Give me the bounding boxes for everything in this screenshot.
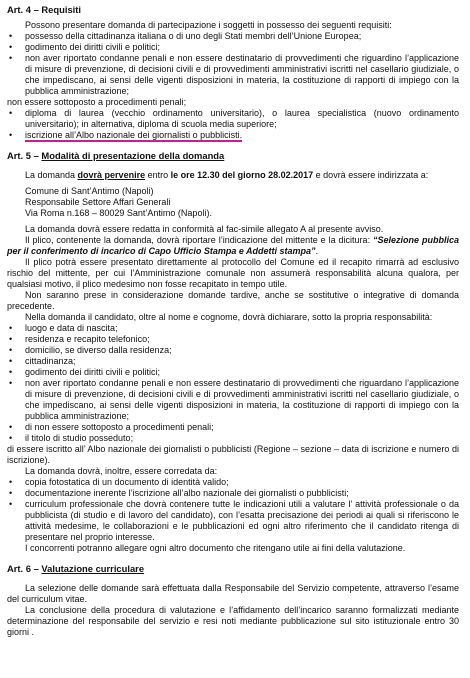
list-item: • godimento dei diritti civili e politici;	[7, 367, 459, 378]
art5-deadline-paragraph: La domanda dovrà pervenire entro le ore 12.30 del giorno 28.02.2017 e dovrà essere indirizzata a:	[25, 170, 429, 180]
list-item: • domicilio, se diverso dalla residenza;	[7, 345, 459, 356]
list-item: • non aver riportato condanne penali e non essere destinatario di provvedimenti che riguardano l’applicazione di misure di prevenzione, di decisioni civili e di provvedimenti amministrativi iscritti nel casellario giudiziale, o che impediscano, ai sensi delle vigenti disposizioni in materia, la costituzione di rapporti di impiego con la pubblica amministrazione;	[7, 378, 459, 422]
list-item: • di non essere sottoposto a procedimenti penali;	[7, 422, 459, 433]
art5-heading: Art. 5 – Modalità di presentazione della domanda	[7, 150, 225, 161]
attachments-list	[7, 477, 459, 543]
art6-heading: Art. 6 – Valutazione curriculare	[7, 563, 145, 574]
address-line: Via Roma n.168 – 80029 Sant’Antimo (Napoli).	[25, 208, 212, 218]
art5-paragraph: La domanda dovrà essere redatta in conformità al fac-simile allegato A al presente avviso.	[25, 224, 384, 234]
declarations-list	[7, 323, 459, 444]
list-item: • luogo e data di nascita;	[7, 323, 459, 334]
art4-plain-line: non essere sottoposto a procedimenti penali;	[7, 97, 187, 107]
art5-paragraph: di essere iscritto all’ Albo nazionale dei giornalisti o pubblicisti (Regione – sezione – data di iscrizione e numero di iscrizione).	[7, 444, 459, 465]
list-item: • curriculum professionale che dovrà contenere tutte le indicazioni utili a valutare l’ attività professionale o da pubblicista (di studio e di lavoro del candidato), con l’esatta precisazione dei periodi ai quali si riferiscono le attività medesime, le collaborazioni e le pubblicazioni ed ogni altro riferimento che il candidato ritenga di presentare nel proprio interesse.	[7, 499, 459, 543]
list-item-highlighted	[7, 130, 459, 141]
art5-paragraph: Il plico potrà essere presentato direttamente al protocollo del Comune ed il recapito rimarrà ad esclusivo rischio del mittente, per cui l’Amministrazione comunale non assumerà responsabilità alcuna qualora, per qualsiasi motivo, il plico medesimo non fosse recapitato in tempo utile.	[7, 257, 459, 289]
art5-paragraph: Nella domanda il candidato, oltre al nome e cognome, dovrà dichiarare, sotto la propria responsabilità:	[25, 312, 433, 322]
list-item: • il titolo di studio posseduto;	[7, 433, 459, 444]
list-item: • documentazione inerente l’iscrizione all’albo nazionale dei giornalisti o pubblicisti;	[7, 488, 459, 499]
list-item: • non aver riportato condanne penali e non essere destinatario di provvedimenti che riguardino l’applicazione di misure di prevenzione, di decisioni civili e di provvedimenti amministrativi iscritti nel casellario giudiziale, o che impediscano, ai sensi delle vigenti disposizioni in materia, la costituzione di rapporti di impiego con la pubblica amministrazione;	[7, 53, 459, 97]
recipient-address	[7, 186, 459, 219]
address-line: Responsabile Settore Affari Generali	[25, 197, 171, 207]
list-item: • residenza e recapito telefonico;	[7, 334, 459, 345]
list-item: • diploma di laurea (vecchio ordinamento universitario), o laurea specialistica (nuovo ordinamento universitario); in alternativa, diploma di scuola media superiore;	[7, 108, 459, 130]
list-item: • copia fotostatica di un documento di identità valido;	[7, 477, 459, 488]
art6-paragraph: La conclusione della procedura di valutazione e l’affidamento dell’incarico saranno formalizzati mediante determinazione del responsabile del servizio e resi noti mediante pubblicazione sul sito istituzionale entro 30 giorni .	[7, 605, 459, 637]
art5-paragraph: I concorrenti potranno allegare ogni altro documento che ritengano utile ai fini della valutazione.	[25, 543, 406, 553]
art5-paragraph: La domanda dovrà, inoltre, essere corredata da:	[25, 466, 218, 476]
art6-paragraph: La selezione delle domande sarà effettuata dalla Responsabile del Servizio competente, attraverso l’esame del curriculum vitae.	[7, 583, 459, 604]
art4-requirements-list	[7, 31, 459, 97]
list-item: • godimento dei diritti civili e politici;	[7, 42, 459, 53]
art4-heading: Art. 4 – Requisiti	[7, 4, 81, 15]
art4-intro: Possono presentare domanda di partecipazione i soggetti in possesso dei seguenti requisiti:	[25, 20, 392, 30]
art4-requirements-list-2	[7, 108, 459, 141]
list-item: • possesso della cittadinanza italiana o di uno degli Stati membri dell’Unione Europea;	[7, 31, 459, 42]
text-selection[interactable]: iscrizione all’Albo nazionale dei giornalisti o pubblicisti.	[25, 130, 243, 140]
art5-envelope-paragraph: Il plico, contenente la domanda, dovrà riportare l’indicazione del mittente e la dicitura: “Selezione pubblica per il conferimento di incarico di Capo Ufficio Stampa e Addetti stampa”.	[7, 235, 459, 256]
document-page	[7, 4, 459, 638]
address-line: Comune di Sant’Antimo (Napoli)	[25, 186, 154, 196]
art5-paragraph: Non saranno prese in considerazione domande tardive, anche se sostitutive o integrative di domanda precedente.	[7, 290, 459, 311]
list-item: • cittadinanza;	[7, 356, 459, 367]
